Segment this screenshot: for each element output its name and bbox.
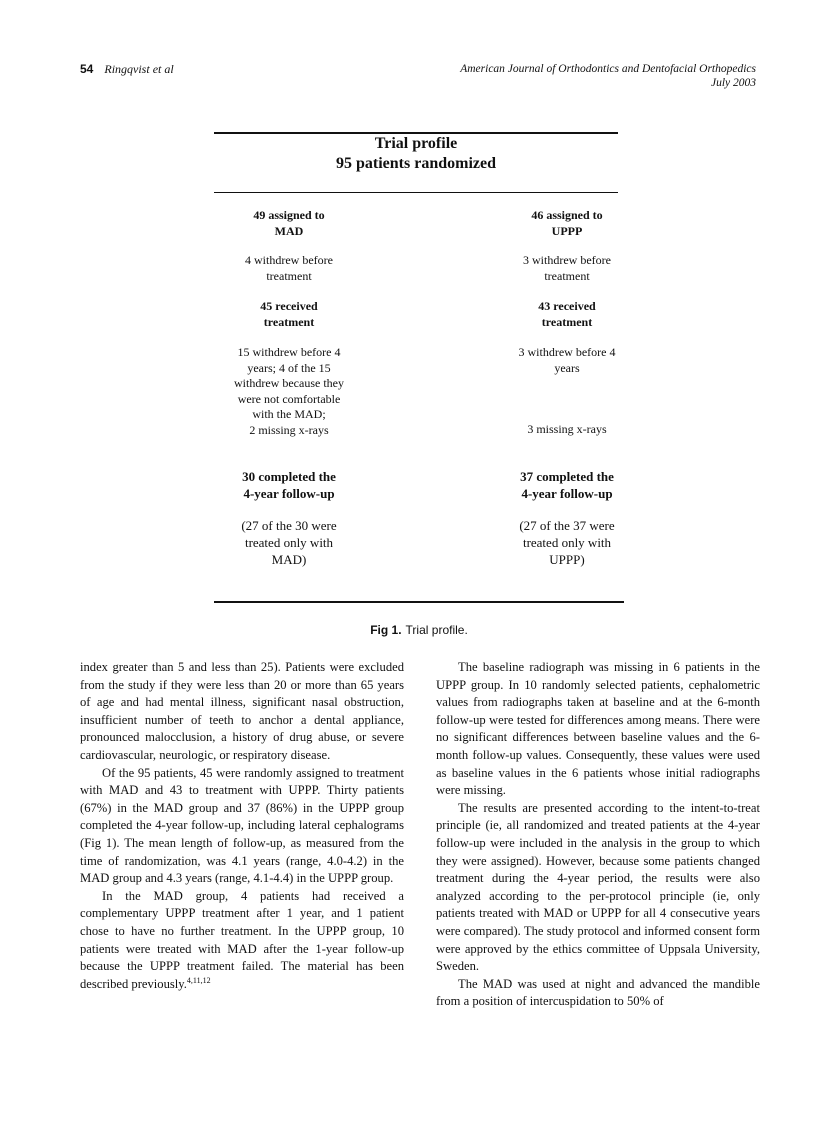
figure-title — [214, 134, 618, 174]
uppp-withdrew-line2: treatment — [544, 268, 590, 283]
uppp-note-line: UPPP) — [549, 552, 585, 567]
mad-withdrew-line2: treatment — [266, 268, 312, 283]
mad-note — [214, 517, 364, 568]
mad-dropouts — [214, 345, 364, 438]
uppp-received-line2: treatment — [541, 314, 593, 329]
mad-assigned — [214, 208, 364, 239]
body-column-left — [80, 659, 404, 993]
paragraph: The baseline radiograph was missing in 6 patients in the UPPP group. In 10 randomly selected patients, cephalometric values from radiographs taken at baseline and at the 6-month follow-up were tested for differences among means. There were no significant differences between baseline values and the 6-month follow-up values. Consequently, these values were used as baseline values in the 6 patients whose initial radiographs were missing. — [436, 660, 760, 798]
paragraph-with-citation — [80, 888, 404, 994]
uppp-missing-xrays: 3 missing x-rays — [527, 422, 607, 436]
figure-title-line2: 95 patients randomized — [336, 155, 496, 172]
figure-title-line1: Trial profile — [374, 135, 458, 152]
uppp-dropouts — [492, 345, 642, 376]
mad-completed-line2: 4-year follow-up — [243, 486, 335, 501]
mad-dropout-line: years; 4 of the 15 — [247, 360, 331, 375]
running-header-right — [460, 62, 756, 90]
paragraph: index greater than 5 and less than 25). Patients were excluded from the study if they were less than 20 or more than 65 years of age and had mental illness, significant nasal obstruction, insufficient number of teeth to anchor a dental appliance, pronounced malocclusion, a history of drug abuse, or severe cardiovascular, neurologic, or respiratory disease. — [80, 660, 404, 762]
paragraph: The results are presented according to the intent-to-treat principle (ie, all randomized and treated patients at the 4-year follow-up were included in the analysis in the group to which they were assigned). However, because some patients changed treatment during the 4-year period, the results were also analyzed according to the per-protocol principle (ie, only patients treated with MAD or UPPP for all 4 consecutive years were compared). The study protocol and informed consent form were approved by the ethics committee of Uppsala University, Sweden. — [436, 800, 760, 974]
journal-name: American Journal of Orthodontics and Dentofacial Orthopedics — [460, 63, 756, 75]
mad-received-line1: 45 received — [260, 299, 318, 313]
mad-note-line: MAD) — [271, 552, 307, 567]
mad-dropout-line: with the MAD; — [252, 407, 326, 421]
mad-assigned-line2: MAD — [274, 223, 304, 238]
uppp-dropout-line: 3 withdrew before 4 — [518, 345, 616, 359]
paragraph-text: In the MAD group, 4 patients had received a complementary UPPP treatment after 1 year, and 1 patient chose to have no further treatment. In the UPPP group, 10 patients were treated with MAD after the 1-year follow-up because the UPPP treatment failed. The material has been described previously. — [80, 888, 404, 991]
body-column-right — [436, 659, 760, 1011]
uppp-note — [492, 517, 642, 568]
uppp-received-line1: 43 received — [538, 299, 596, 313]
mad-note-line: treated only with — [244, 535, 334, 550]
uppp-completed-line1: 37 completed the — [520, 469, 614, 484]
paragraph: The MAD was used at night and advanced the mandible from a position of intercuspidation to 50% of — [436, 976, 760, 1009]
caption-text: Trial profile. — [405, 623, 468, 637]
uppp-completed-line2: 4-year follow-up — [521, 486, 613, 501]
mad-completed-line1: 30 completed the — [242, 469, 336, 484]
uppp-withdrew-line1: 3 withdrew before — [523, 253, 611, 267]
paragraph: Of the 95 patients, 45 were randomly assigned to treatment with MAD and 43 to treatment with UPPP. Thirty patients (67%) in the MAD group and 37 (86%) in the UPPP group completed the 4-year follow-up, including lateral cephalograms (Fig 1). The mean length of follow-up, as measured from the time of randomization, was 4.1 years (range, 4.0-4.2) in the MAD group and 4.3 years (range, 4.1-4.4) in the UPPP group. — [80, 765, 404, 886]
uppp-completed — [492, 468, 642, 502]
mad-completed — [214, 468, 364, 502]
caption-label: Fig 1. — [370, 623, 402, 637]
mad-dropout-line: 15 withdrew before 4 — [237, 345, 341, 359]
uppp-note-line: treated only with — [522, 535, 612, 550]
uppp-assigned-line2: UPPP — [551, 223, 583, 238]
issue-date: July 2003 — [710, 77, 756, 89]
uppp-assigned — [492, 208, 642, 239]
uppp-withdrew-before-treatment — [492, 253, 642, 284]
figure-caption — [0, 623, 838, 637]
header-divider-rule — [214, 192, 618, 193]
mad-withdrew-before-treatment — [214, 253, 364, 284]
mad-dropout-line: were not comfortable — [237, 391, 341, 406]
page-number: 54 — [80, 62, 94, 76]
mad-assigned-line1: 49 assigned to — [253, 208, 325, 222]
mad-dropout-line: withdrew because they — [234, 376, 344, 390]
citation-superscript: 4,11,12 — [186, 975, 211, 985]
running-authors: Ringqvist et al — [104, 62, 174, 76]
bottom-rule — [214, 601, 624, 603]
uppp-note-line: (27 of the 37 were — [519, 518, 615, 533]
uppp-dropout-line: years — [554, 360, 580, 375]
mad-withdrew-line1: 4 withdrew before — [245, 253, 333, 267]
running-header-left — [80, 62, 174, 77]
uppp-assigned-line1: 46 assigned to — [531, 208, 603, 222]
mad-received-treatment — [214, 299, 364, 330]
mad-received-line2: treatment — [263, 314, 315, 329]
mad-dropout-line: 2 missing x-rays — [249, 422, 329, 437]
uppp-received-treatment — [492, 299, 642, 330]
mad-note-line: (27 of the 30 were — [241, 518, 337, 533]
